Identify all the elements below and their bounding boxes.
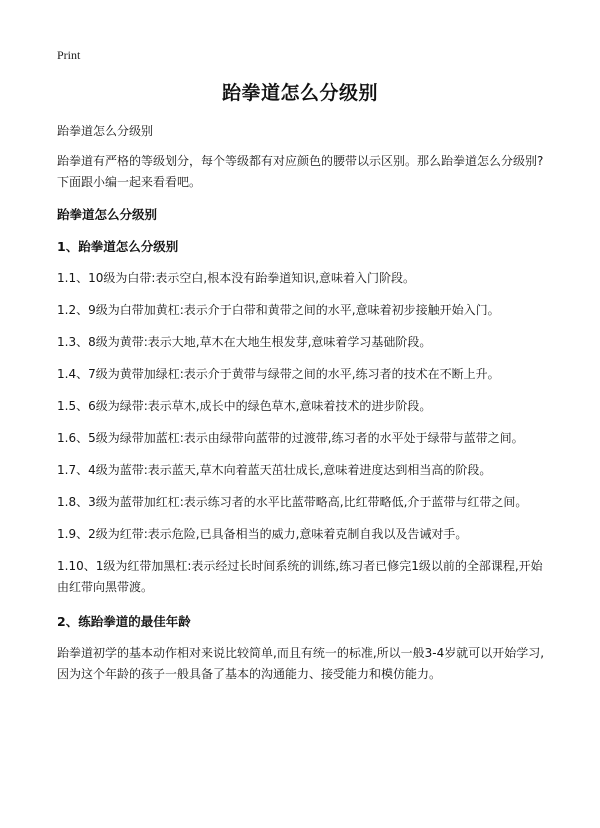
document-body bbox=[57, 121, 547, 685]
intro-paragraph: 跆拳道有严格的等级划分，每个等级都有对应颜色的腰带以示区别。那么跆拳道怎么分级别?下面跟小编一起来看看吧。 bbox=[57, 154, 544, 189]
list-item: 1.2、9级为白带加黄杠:表示介于白带和黄带之间的水平,意味着初步接触开始入门。 bbox=[57, 303, 500, 317]
page-title: 跆拳道怎么分级别 bbox=[221, 82, 378, 104]
list-item: 1.9、2级为红带:表示危险,已具备相当的威力,意味着克制自我以及告诫对手。 bbox=[57, 527, 468, 541]
section-1-heading: 1、跆拳道怎么分级别 bbox=[57, 239, 179, 254]
section-title: 跆拳道怎么分级别 bbox=[57, 207, 158, 222]
list-item: 1.3、8级为黄带:表示大地,草木在大地生根发芽,意味着学习基础阶段。 bbox=[57, 335, 432, 349]
list-item: 1.10、1级为红带加黑杠:表示经过长时间系统的训练,练习者已修完1级以前的全部课程,开始由红带向黑带渡。 bbox=[57, 559, 543, 594]
list-item: 1.7、4级为蓝带:表示蓝天,草木向着蓝天茁壮成长,意味着进度达到相当高的阶段。 bbox=[57, 463, 492, 477]
list-item: 1.1、10级为白带:表示空白,根本没有跆拳道知识,意味着入门阶段。 bbox=[57, 271, 416, 285]
intro-subtitle: 跆拳道怎么分级别 bbox=[57, 124, 154, 138]
list-item: 1.8、3级为蓝带加红杠:表示练习者的水平比蓝带略高,比红带略低,介于蓝带与红带之间。 bbox=[57, 495, 528, 509]
list-item: 1.5、6级为绿带:表示草木,成长中的绿色草木,意味着技术的进步阶段。 bbox=[57, 399, 432, 413]
print-label: Print bbox=[57, 48, 81, 62]
section-2-paragraph: 跆拳道初学的基本动作相对来说比较简单,而且有统一的标准,所以一般3-4岁就可以开始学习,因为这个年龄的孩子一般具备了基本的沟通能力、接受能力和模仿能力。 bbox=[57, 646, 545, 681]
section-2-heading: 2、练跆拳道的最佳年龄 bbox=[57, 614, 191, 629]
list-item: 1.4、7级为黄带加绿杠:表示介于黄带与绿带之间的水平,练习者的技术在不断上升。 bbox=[57, 367, 500, 381]
list-item: 1.6、5级为绿带加蓝杠:表示由绿带向蓝带的过渡带,练习者的水平处于绿带与蓝带之间。 bbox=[57, 431, 524, 445]
